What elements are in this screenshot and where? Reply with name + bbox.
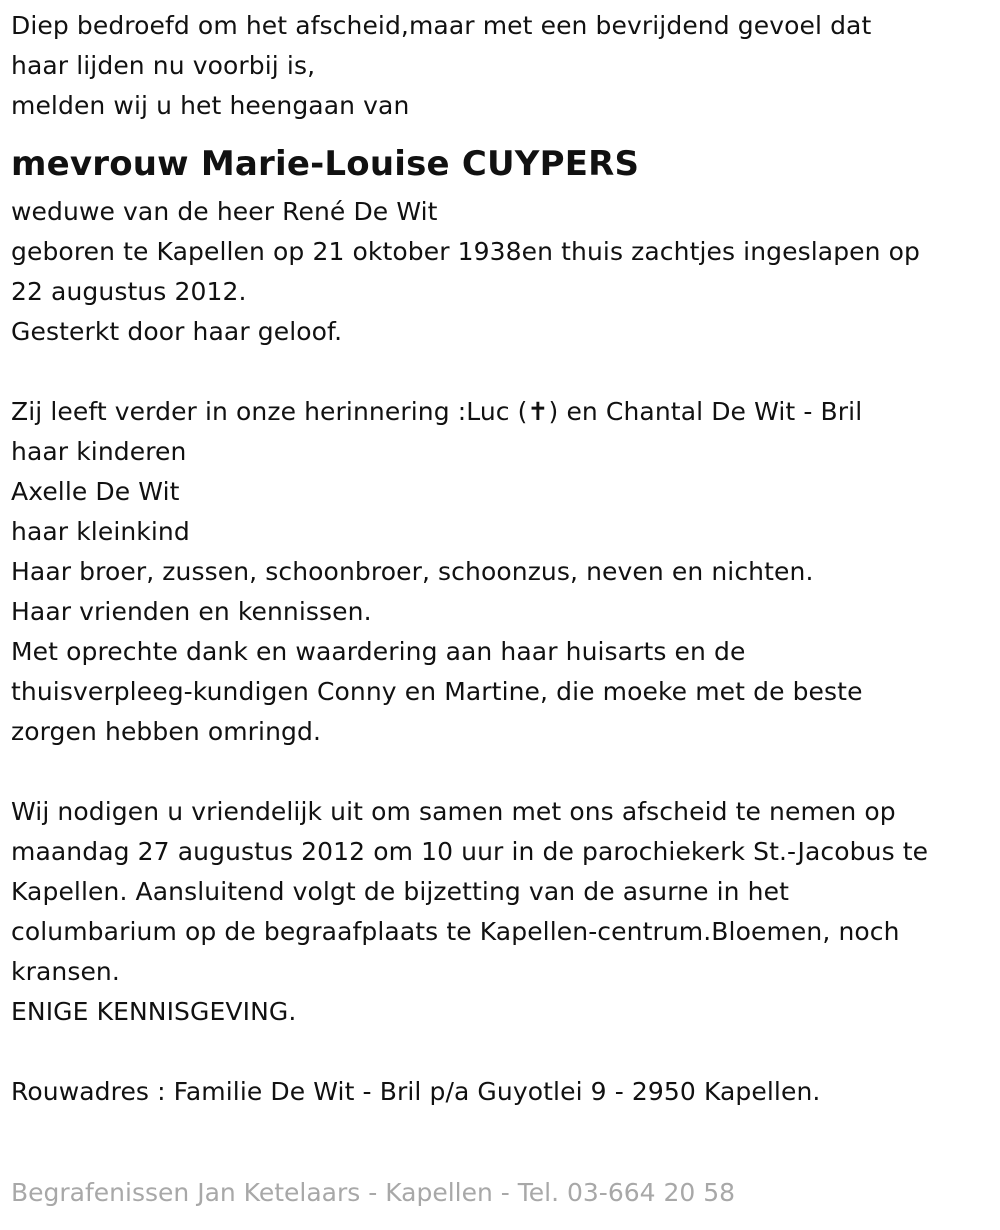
family-line: Axelle De Wit xyxy=(11,477,180,506)
family-section xyxy=(11,392,986,752)
family-line: Zij leeft verder in onze herinnering :Luc (✝) en Chantal De Wit - Bril xyxy=(11,397,863,426)
family-line: haar kleinkind xyxy=(11,517,190,546)
ceremony-line: Kapellen. Aansluitend volgt de bijzetting van de asurne in het xyxy=(11,877,790,906)
family-line: haar kinderen xyxy=(11,437,187,466)
details-line: Gesterkt door haar geloof. xyxy=(11,317,343,346)
intro-section xyxy=(11,6,986,126)
details-line: weduwe van de heer René De Wit xyxy=(11,197,438,226)
spacer xyxy=(11,352,986,392)
ceremony-section xyxy=(11,792,986,1032)
ceremony-line: maandag 27 augustus 2012 om 10 uur in de parochiekerk St.-Jacobus te xyxy=(11,837,929,866)
funeral-home-footer: Begrafenissen Jan Ketelaars - Kapellen - Tel. 03-664 20 58 xyxy=(11,1178,736,1207)
deceased-name: mevrouw Marie-Louise CUYPERS xyxy=(11,144,640,184)
intro-line: melden wij u het heengaan van xyxy=(11,91,410,120)
details-line: geboren te Kapellen op 21 oktober 1938en thuis zachtjes ingeslapen op xyxy=(11,237,921,266)
family-line: Met oprechte dank en waardering aan haar huisarts en de xyxy=(11,637,746,666)
family-line: Haar broer, zussen, schoonbroer, schoonzus, neven en nichten. xyxy=(11,557,814,586)
ceremony-line: ENIGE KENNISGEVING. xyxy=(11,997,297,1026)
spacer xyxy=(11,752,986,792)
family-line: thuisverpleeg-kundigen Conny en Martine, die moeke met de beste xyxy=(11,677,863,706)
ceremony-line: Wij nodigen u vriendelijk uit om samen met ons afscheid te nemen op xyxy=(11,797,896,826)
details-section xyxy=(11,192,986,352)
spacer xyxy=(11,1032,986,1072)
family-line: zorgen hebben omringd. xyxy=(11,717,322,746)
intro-line: haar lijden nu voorbij is, xyxy=(11,51,316,80)
family-line: Haar vrienden en kennissen. xyxy=(11,597,372,626)
intro-line: Diep bedroefd om het afscheid,maar met een bevrijdend gevoel dat xyxy=(11,11,872,40)
mourning-address: Rouwadres : Familie De Wit - Bril p/a Guyotlei 9 - 2950 Kapellen. xyxy=(11,1077,821,1106)
details-line: 22 augustus 2012. xyxy=(11,277,247,306)
obituary-notice xyxy=(11,6,986,1112)
ceremony-line: kransen. xyxy=(11,957,120,986)
ceremony-line: columbarium op de begraafplaats te Kapellen-centrum.Bloemen, noch xyxy=(11,917,900,946)
